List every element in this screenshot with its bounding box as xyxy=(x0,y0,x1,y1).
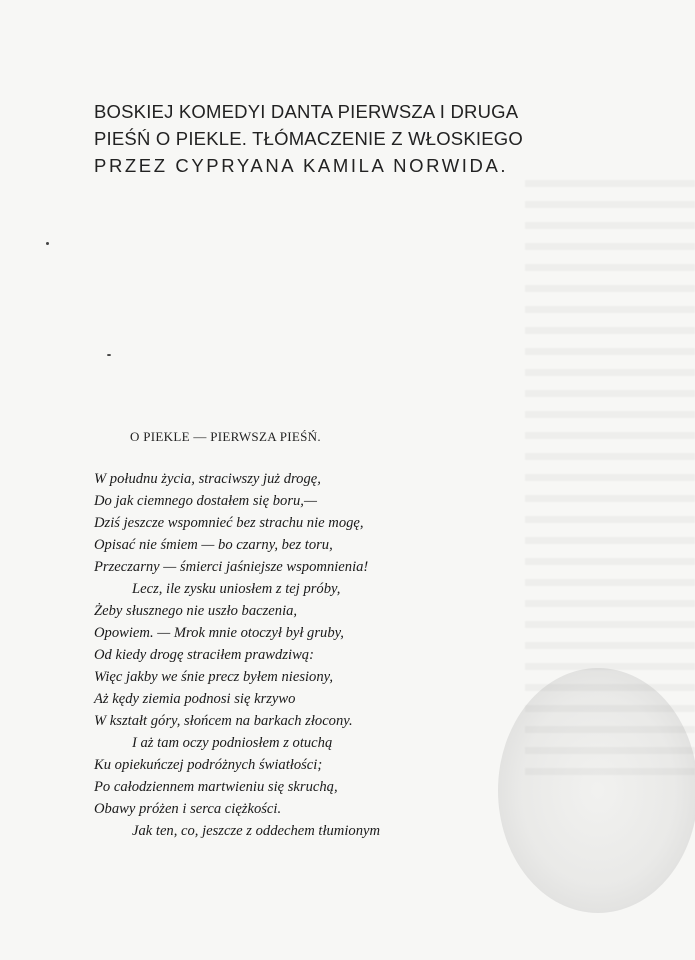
verse-line: Więc jakby we śnie precz byłem niesiony, xyxy=(94,669,333,685)
verse-line: Do jak ciemnego dostałem się boru,— xyxy=(94,493,317,509)
verse-line: Opowiem. — Mrok mnie otoczył był gruby, xyxy=(94,625,344,641)
section-heading: O PIEKLE — PIERWSZA PIEŚŃ. xyxy=(130,429,321,444)
title-block xyxy=(94,98,544,179)
verse-line: Lecz, ile zysku uniosłem z tej próby, xyxy=(132,581,341,597)
verse-line: Opisać nie śmiem — bo czarny, bez toru, xyxy=(94,537,333,553)
ink-speck xyxy=(107,354,111,356)
verse-line: I aż tam oczy podniosłem z otuchą xyxy=(132,735,333,751)
verse-line: W połudnu życia, straciwszy już drogę, xyxy=(94,471,321,487)
verse-line: W kształt góry, słońcem na barkach złocony. xyxy=(94,713,353,729)
ink-speck xyxy=(46,242,49,245)
verse-line: Ku opiekuńczej podróżnych światłości; xyxy=(94,757,323,773)
verse-line: Aż kędy ziemia podnosi się krzywo xyxy=(94,691,296,707)
verse-line: Po całodziennem martwieniu się skruchą, xyxy=(94,779,338,795)
verse-line: Dziś jeszcze wspomnieć bez strachu nie mogę, xyxy=(94,515,364,531)
paper-stain xyxy=(498,668,695,913)
verse-line: Żeby słusznego nie uszło baczenia, xyxy=(94,603,298,619)
verse-line: Obawy próżen i serca ciężkości. xyxy=(94,801,282,817)
title-line: PRZEZ CYPRYANA KAMILA NORWIDA. xyxy=(94,155,509,176)
poem xyxy=(94,468,514,842)
title-line: BOSKIEJ KOMEDYI DANTA PIERWSZA I DRUGA xyxy=(94,101,519,122)
verse-line: Jak ten, co, jeszcze z oddechem tłumionym xyxy=(132,823,381,839)
verse-line: Od kiedy drogę straciłem prawdziwą: xyxy=(94,647,314,663)
title-line: PIEŚŃ O PIEKLE. TŁÓMACZENIE Z WŁOSKIEGO xyxy=(94,128,523,149)
verse-line: Przeczarny — śmierci jaśniejsze wspomnienia! xyxy=(94,559,369,575)
